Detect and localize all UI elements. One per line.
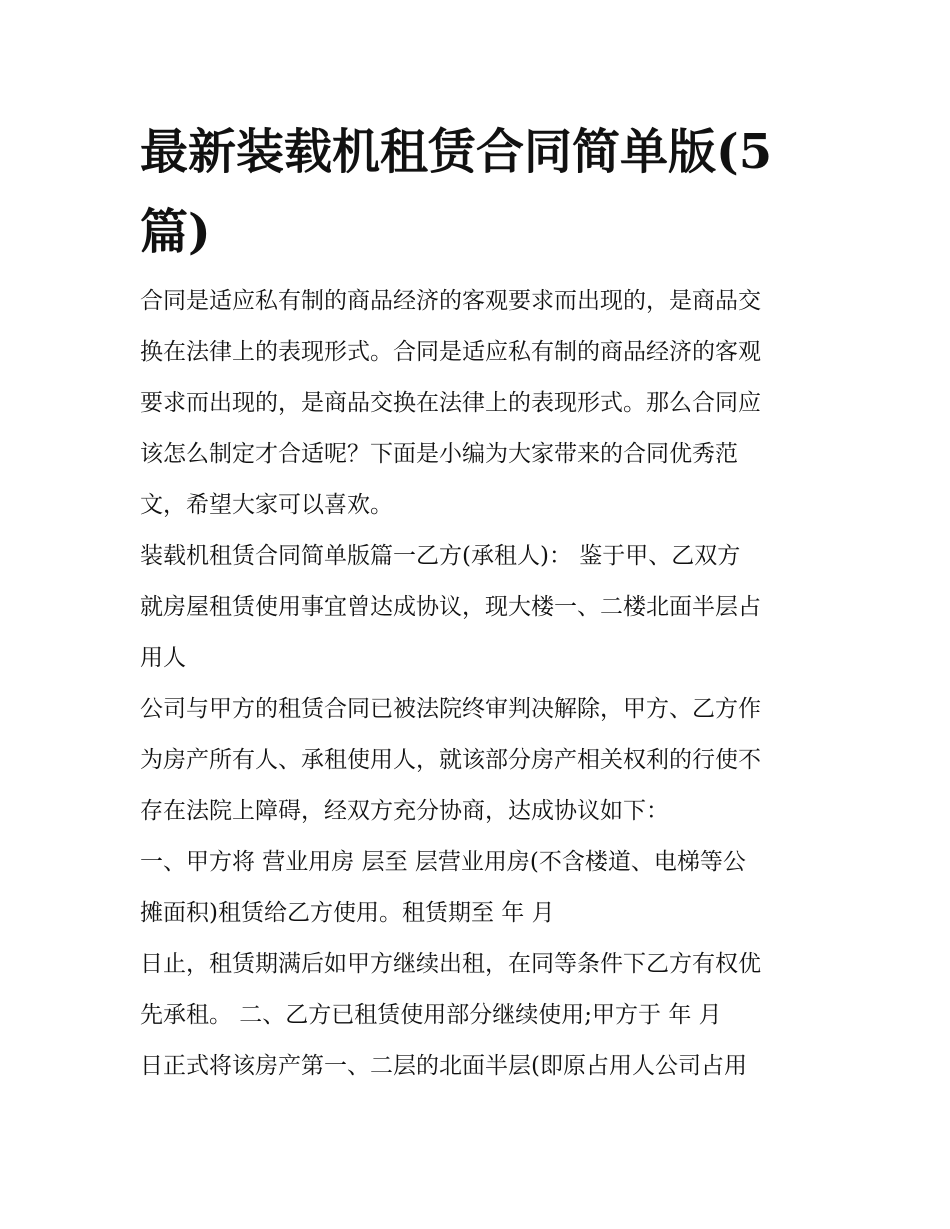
text-line: 要求而出现的，是商品交换在法律上的表现形式。那么合同应 [140, 390, 761, 416]
text-line: 公司与甲方的租赁合同已被法院终审判决解除，甲方、乙方作 [140, 696, 761, 722]
paragraph-intro [140, 276, 820, 531]
text-line: 换在法律上的表现形式。合同是适应私有制的商品经济的客观 [140, 339, 761, 365]
paragraph-contract-one [140, 531, 820, 684]
text-line: 用人 [140, 645, 186, 671]
paragraph-clause-continued [140, 1041, 820, 1092]
text-line: 日止，租赁期满后如甲方继续出租，在同等条件下乙方有权优 [140, 951, 761, 977]
paragraph-clause-two [140, 939, 820, 1041]
text-line: 合同是适应私有制的商品经济的客观要求而出现的，是商品交 [140, 288, 761, 314]
paragraph-clause-one [140, 837, 820, 939]
text-line: 就房屋租赁使用事宜曾达成协议，现大楼一、二楼北面半层占 [140, 594, 761, 620]
document-title: 最新装载机租赁合同简单版(5篇) [140, 124, 773, 260]
text-line: 文，希望大家可以喜欢。 [140, 492, 393, 518]
text-line: 摊面积)租赁给乙方使用。租赁期至 年 月 [140, 900, 555, 926]
text-line: 日正式将该房产第一、二层的北面半层(即原占用人公司占用 [140, 1053, 747, 1079]
text-line: 该怎么制定才合适呢？下面是小编为大家带来的合同优秀范 [140, 441, 738, 467]
text-line: 先承租。 二、乙方已租赁使用部分继续使用;甲方于 年 月 [140, 1002, 722, 1028]
document-body [140, 276, 820, 1092]
text-line: 为房产所有人、承租使用人，就该部分房产相关权利的行使不 [140, 747, 761, 773]
text-line: 一、甲方将 营业用房 层至 层营业用房(不含楼道、电梯等公 [140, 849, 746, 875]
paragraph-preamble [140, 684, 820, 837]
text-line: 装载机租赁合同简单版篇一乙方(承租人)： 鉴于甲、乙双方 [140, 543, 741, 569]
text-line: 存在法院上障碍，经双方充分协商，达成协议如下： [140, 798, 669, 824]
